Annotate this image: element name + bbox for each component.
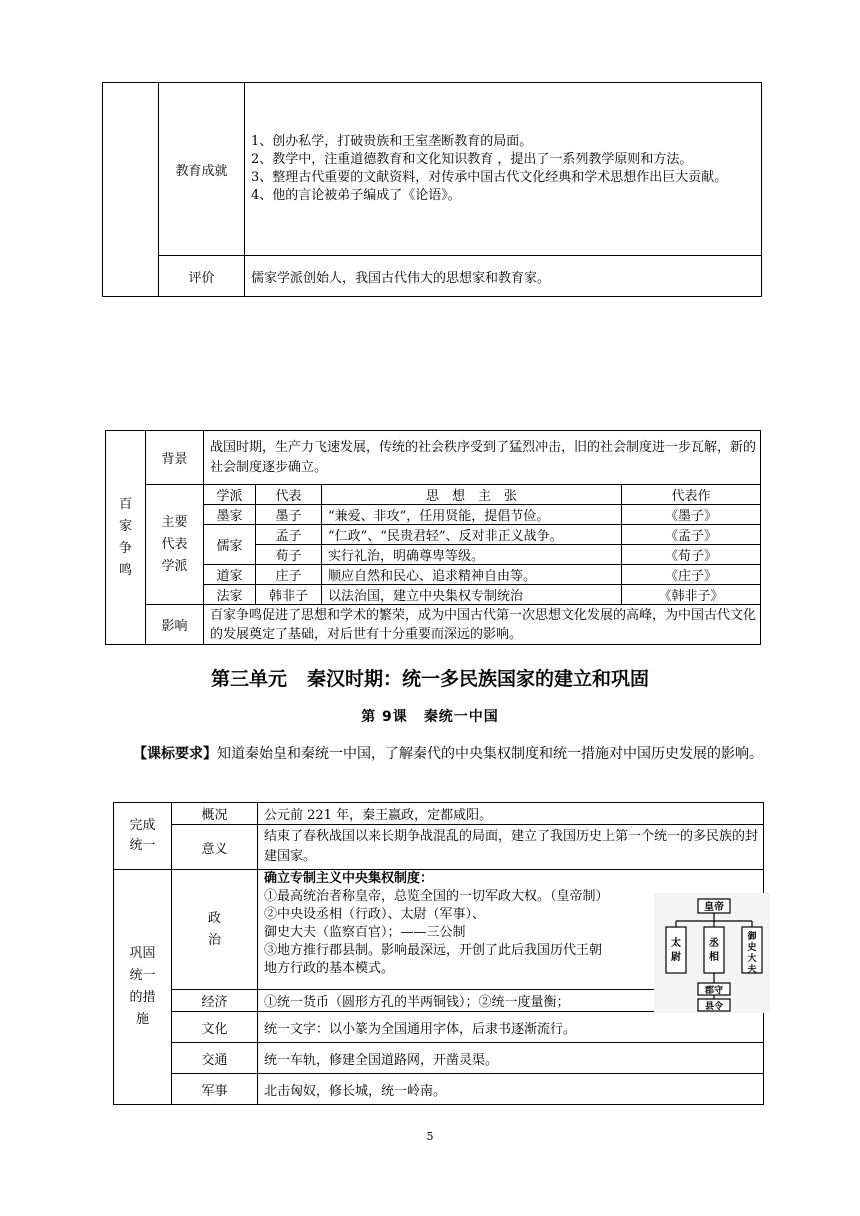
schools-label-cell — [146, 485, 204, 605]
school-work: 《孟子》 — [622, 525, 761, 545]
xianling-text: 县令 — [704, 1002, 724, 1012]
politics-line: 御史大夫（监察百官）；——三公制 — [264, 925, 466, 940]
header-idea: 思 想 主 张 — [322, 485, 622, 505]
curriculum-requirement — [133, 742, 783, 766]
header-work: 代表作 — [622, 485, 761, 505]
yushi-text: 御史大夫 — [747, 932, 757, 975]
culture-text: 统一文字：以小篆为全国通用字体，后隶书逐渐流行。 — [258, 1012, 764, 1043]
hundred-schools-table — [105, 430, 761, 645]
politics-line: ③地方推行郡县制。影响最深远，开创了此后我国历代王朝 — [264, 943, 603, 958]
overview-text: 公元前 221 年，秦王嬴政，定都咸阳。 — [258, 803, 764, 825]
lesson-number: 第 9课 — [361, 709, 408, 725]
evaluation-label: 评价 — [159, 256, 245, 297]
school-name: 道家 — [204, 565, 256, 585]
politics-label: 政治 — [207, 910, 221, 948]
politics-title: 确立专制主义中央集权制度： — [264, 871, 434, 886]
military-text: 北击匈奴，修长城，统一岭南。 — [258, 1074, 764, 1105]
economy-label: 经济 — [172, 990, 258, 1012]
politics-line: ①最高统治者称皇帝，总览全国的一切军政大权。（皇帝制） — [264, 889, 609, 904]
school-name: 墨家 — [204, 505, 256, 525]
school-rep: 荀子 — [256, 545, 322, 565]
emperor-text: 皇帝 — [704, 902, 724, 913]
transport-text: 统一车轨，修建全国道路网，开凿灵渠。 — [258, 1043, 764, 1074]
culture-label: 文化 — [172, 1012, 258, 1043]
topic-text: 百家争鸣 — [118, 496, 132, 578]
unit-title — [0, 664, 860, 691]
header-rep: 代表 — [256, 485, 322, 505]
school-name: 法家 — [204, 585, 256, 605]
junshou-text: 郡守 — [704, 986, 724, 996]
lesson-name: 秦统一中国 — [423, 709, 499, 725]
school-idea: “兼爱、非攻”，任用贤能，提倡节俭。 — [322, 505, 622, 525]
school-rep: 墨子 — [256, 505, 322, 525]
lesson-title — [0, 706, 860, 726]
school-rep: 孟子 — [256, 525, 322, 545]
requirement-text: 知道秦始皇和秦统一中国，了解秦代的中央集权制度和统一措施对中国历史发展的影响。 — [217, 746, 763, 762]
confucius-table — [102, 82, 762, 297]
school-rep: 庄子 — [256, 565, 322, 585]
school-name: 儒家 — [204, 525, 256, 565]
meaning-label: 意义 — [172, 825, 258, 870]
achievement-item: 3、整理古代重要的文献资料，对传承中国古代文化经典和学术思想作出巨大贡献。 — [251, 170, 728, 185]
economy-text: ①统一货币（圆形方孔的半两铜钱）；②统一度量衡； — [258, 990, 764, 1012]
page-number: 5 — [426, 1130, 434, 1143]
influence-label: 影响 — [146, 605, 204, 645]
empty-cell — [103, 83, 159, 297]
achievement-label: 教育成就 — [159, 83, 245, 256]
measures-label: 巩固统一的措施 — [129, 946, 156, 1027]
military-label: 军事 — [172, 1074, 258, 1105]
school-idea: 以法治国，建立中央集权专制统治 — [322, 585, 622, 605]
politics-label-cell — [172, 870, 258, 990]
school-idea: 顺应自然和民心、追求精神自由等。 — [322, 565, 622, 585]
achievement-item: 2、教学中，注重道德教育和文化知识教育 ，提出了一系列教学原则和方法。 — [251, 152, 693, 167]
measures-label-cell — [114, 870, 172, 1105]
unify-label-cell — [114, 803, 172, 870]
header-school: 学派 — [204, 485, 256, 505]
politics-line: 地方行政的基本模式。 — [264, 961, 395, 976]
school-idea: “仁政”、“民贵君轻”、反对非正义战争。 — [322, 525, 622, 545]
background-label: 背景 — [146, 431, 204, 485]
taiwei-text: 太尉 — [671, 938, 681, 963]
unify-label: 完成统一 — [129, 818, 156, 853]
school-idea: 实行礼治，明确尊卑等级。 — [322, 545, 622, 565]
school-work: 《韩非子》 — [622, 585, 761, 605]
unit-number: 第三单元 — [210, 668, 287, 690]
transport-label: 交通 — [172, 1043, 258, 1074]
overview-label: 概况 — [172, 803, 258, 825]
unit-name: 秦汉时期：统一多民族国家的建立和巩固 — [307, 668, 650, 690]
topic-cell — [106, 431, 146, 645]
school-work: 《庄子》 — [622, 565, 761, 585]
achievement-item: 1、创办私学，打破贵族和王室垄断教育的局面。 — [251, 134, 533, 149]
politics-line: ②中央设丞相（行政）、太尉（军事）、 — [264, 907, 486, 922]
school-rep: 韩非子 — [256, 585, 322, 605]
school-work: 《荀子》 — [622, 545, 761, 565]
schools-label: 主要代表学派 — [161, 514, 188, 574]
chengxiang-text: 丞相 — [709, 938, 719, 963]
qin-government-diagram — [654, 893, 770, 1013]
taiwei-box — [666, 927, 686, 973]
evaluation-text: 儒家学派创始人，我国古代伟大的思想家和教育家。 — [245, 256, 762, 297]
achievement-list — [245, 83, 762, 256]
meaning-text: 结束了春秋战国以来长期争战混乱的局面，建立了我国历史上第一个统一的多民族的封建国家。 — [258, 825, 764, 870]
school-work: 《墨子》 — [622, 505, 761, 525]
chengxiang-box — [704, 927, 724, 973]
background-text: 战国时期，生产力飞速发展，传统的社会秩序受到了猛烈冲击，旧的社会制度进一步瓦解，新的社会制度逐步确立。 — [204, 431, 761, 485]
requirement-label: 【课标要求】 — [133, 746, 217, 762]
influence-text: 百家争鸣促进了思想和学术的繁荣，成为中国古代第一次思想文化发展的高峰，为中国古代文化的发展奠定了基础，对后世有十分重要而深远的影响。 — [204, 605, 761, 645]
achievement-item: 4、他的言论被弟子编成了《论语》。 — [251, 188, 461, 203]
